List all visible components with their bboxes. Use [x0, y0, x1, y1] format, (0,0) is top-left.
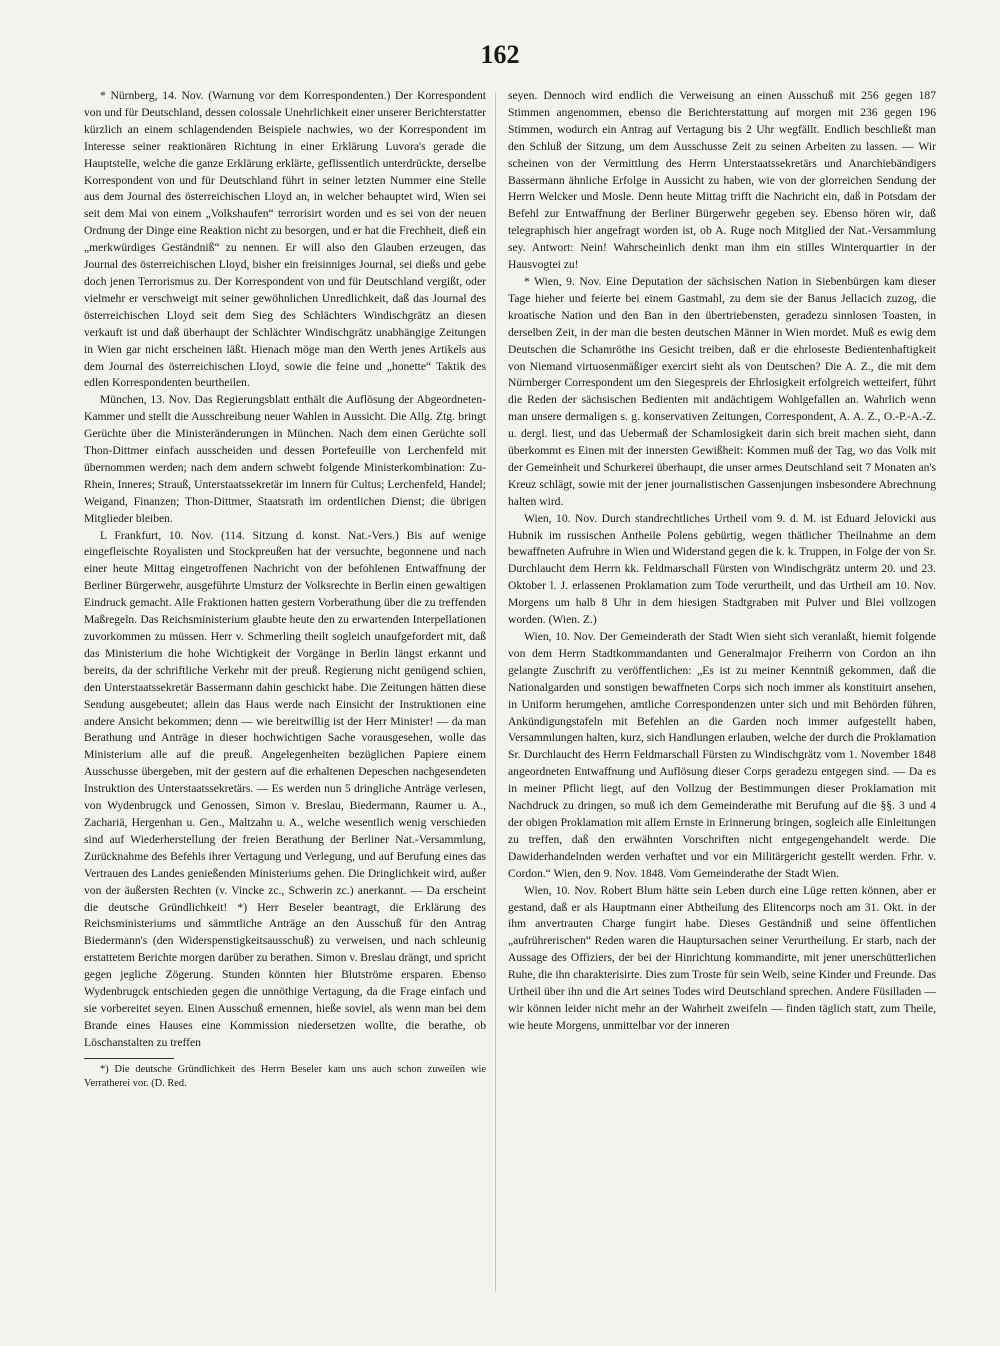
article-wien-9-nov: * Wien, 9. Nov. Eine Deputation der sächsischen Nation in Siebenbürgen kam dieser Tage hieher und feierte bei einem Gastmahl, zu dem sie der Banus Jellacich zuzog, die kroatische Nation und den Ban in den übertriebensten, geradezu sinnlosen Toasten, in derselben Zeit, in der man die besten deutschen Männer in Wien mordet. Muß es ewig dem Deutschen die Schamröthe ins Gesicht treiben, daß er die ehrloseste Bedientenhaftigkeit von Niemand virtuosenmäßiger exercirt sieht als von Deutschen? Die A. Z., die mit dem Nürnberger Correspondent um den Siegespreis der Ehrlosigkeit erfolgreich wetteifert, führt die Reden der sächsischen Bedienten mit andächtigem Wohlgefallen an. Wahrlich wenn man unsere dermaligen s. g. konservativen Zeitungen, Correspondent, A. A. Z., O.-P.-A.-Z. u. dergl. liest, und das Uebermaß der Schamlosigkeit darin sich breit machen sieht, dann überkommt es Einen mit der innersten Gewißheit: Kommen muß der Tag, wo das Volk mit der Gemeinheit und Schurkerei überhaupt, die unser armes Deutschland seit 7 Monaten an's Kreuz schlägt, sowie mit der jener journalistischen Gassenjungen insbesondere Abrechnung halten wird. [508, 274, 936, 508]
article-wien-10-nov-urtheil: Wien, 10. Nov. Durch standrechtliches Urtheil vom 9. d. M. ist Eduard Jelovicki aus Hubnik im russischen Antheile Polens gebürtig, wegen thätlicher Theilnahme an dem bewaffneten Aufruhre in Wien und Widerstand gegen die k. k. Truppen, in Folge der von Sr. Durchlaucht dem Herrn kk. Feldmarschall Fürsten von Windischgrätz unterm 20. und 23. Oktober l. J. erlassenen Proklamation zum Tode verurtheilt, und das Urtheil am 10. Nov. Morgens um halb 8 Uhr in dem hiesigen Stadtgraben mit Pulver und Blei vollzogen worden. (Wien. Z.) [508, 511, 936, 627]
article-frankfurt-continued: seyen. Dennoch wird endlich die Verweisung an einen Ausschuß mit 256 gegen 187 Stimmen angenommen, ebenso die Berichterstattung auf morgen mit 236 gegen 196 Stimmen, wodurch ein Antrag auf Vertagung bis 2 Uhr wegfällt. Endlich beschließt man den Schluß der Sitzung, um dem Ausschusse Zeit zu seinen Arbeiten zu lassen. — Wir scheinen von der Vermittlung des Herrn Unterstaatssekretärs und Anarchiebändigers Bassermann ähnliche Erfolge in Aussicht zu haben, wie von der glorreichen Sendung der Herrn Welcker und Mosle. Denn heute Mittag trifft die Nachricht ein, daß in Potsdam der Befehl zur Entwaffnung der Berliner Bürgerwehr gegeben sey. Ebenso hören wir, daß telegraphisch hier angefragt worden ist, ob A. Ruge noch Mitglied der Nat.-Versammlung sey. Antwort: Nein! Wahrscheinlich denkt man ihm ein stilles Winterquartier in der Hausvogtei zu! [508, 89, 936, 272]
article-muenchen: München, 13. Nov. Das Regierungsblatt enthält die Auflösung der Abgeordneten-Kammer und stellt die Ausschreibung neuer Wahlen in Aussicht. Die Allg. Ztg. bringt Gerüchte über die Ministeränderungen in München. Nach dem einen Gerüchte soll Thon-Dittmer einfach ausscheiden und dessen Portefeuille von Lerchenfeld mit übernommen werden; nach dem andern schwebt folgende Ministerkombination: Zu-Rhein, Inneres; Strauß, Unterstaatssekretär im Innern für Cultus; Lerchenfeld, Handel; Weigand, Finanzen; Thon-Dittmer, Staatsrath im ordentlichen Dienst; die übrigen Mitglieder bleiben. [84, 393, 486, 525]
footnote: *) Die deutsche Gründlichkeit des Herrn Beseler kam uns auch schon zuweilen wie Verratherei vor. (D. Red. [84, 1063, 486, 1090]
page-number: 162 [480, 40, 520, 69]
column-divider [495, 92, 496, 1292]
left-column [84, 88, 486, 1092]
article-wien-10-nov-blum: Wien, 10. Nov. Robert Blum hätte sein Leben durch eine Lüge retten können, aber er gestand, daß er als Hauptmann einer Abtheilung des Elitencorps noch am 31. Okt. in der ihm anvertrauten Charge fungirt habe. Dieses Geständniß und seine öffentlichen „aufrührerischen“ Reden waren die Hauptursachen seiner Verurtheilung. Er starb, nach der Aussage des Offiziers, der bei der Hinrichtung kommandirte, mit jener unerschütterlichen Ruhe, die ihn charakterisirte. Dies zum Troste für sein Weib, seine Kinder und Freunde. Das Urtheil über ihn und die Art seines Todes wird Deutschland sprechen. Andere Füsilladen — wir können leider nicht mehr an der Wahrheit zweifeln — finden täglich statt, zum Theile, wie heute Morgens, unmittelbar vor der inneren [508, 883, 936, 1032]
article-nuernberg: * Nürnberg, 14. Nov. (Warnung vor dem Korrespondenten.) Der Korrespondent von und für Deutschland, dessen colossale Unehrlichkeit einer unserer Berichterstatter kürzlich an einem schlagendenden Beispiele nachwies, wo der Korrespondent im Interesse seiner reaktionären Richtung in einer Erklärung Luvora's gerade die Hauptstelle, welche die ganze Erklärung erklärte, geflissentlich unterdrückte, derselbe Korrespondent von und für Deutschland führt in seiner letzten Nummer eine Stelle aus dem Journal des österreichischen Lloyd an, in welcher behauptet wird, Wien sei seit dem Mai von einem „Volkshaufen“ terrorisirt worden und es sei von der neuen Ordnung der Dinge eine Reaktion nicht zu besorgen, und er hat die Frechheit, dieß ein „merkwürdiges Geständniß“ zu nennen. Er will also den Glauben erzeugen, das Journal des österreichischen Lloyd, bisher ein freisinniges Journal, sei dießs und gebe doch jenen Terrorismus zu. Der Korrespondent von und für Deutschland vergißt, oder vielmehr er verschweigt mit seiner gewöhnlichen Unredlichkeit, daß das Journal des österreichischen Lloyd seit dem Sieg des Schlächters Windischgrätz an diesen verkauft ist und daß überhaupt der Schlächter Windischgrätz unabhängige Zeitungen in Wien gar nicht erscheinen läßt. Hienach möge man den Werth jenes Artikels aus dem Journal des österreichischen Lloyd, sowie die feine und „honette“ Taktik des edlen Korrespondenten beurtheilen. [84, 89, 486, 390]
right-column [508, 88, 936, 1035]
article-wien-10-nov-gemeinderath: Wien, 10. Nov. Der Gemeinderath der Stadt Wien sieht sich veranlaßt, hiemit folgende von dem Herrn Stadtkommandanten und Generalmajor Freiherrn von Cordon an ihn gelangte Zuschrift zu veröffentlichen: „Es ist zu meiner Kenntniß gekommen, daß die Nationalgarden und sonstigen bewaffneten Corps sich noch immer als konstituirt ansehen, in Uniform herumgehen, amtliche Correspondenzen unter sich und mit Behörden führen, Ankündigungstafeln mit Befehlen an die Garden noch immer aufgestellt haben, Versammlungen halten, kurz, sich Handlungen erlauben, welche der durch die Proklamation Sr. Durchlaucht des Herrn Feldmarschall Fürsten zu Windischgrätz vom 1. November 1848 angeordneten Entwaffnung und Auflösung dieser Corps geradezu entgegen sind. — Da es in meiner Pflicht liegt, auf den Vollzug der Bestimmungen dieser Proklamation mit Nachdruck zu dringen, so muß ich dem Gemeinderathe mit Berufung auf die §§. 3 und 4 der obigen Proklamation mit allem Ernste in Erinnerung bringen, sogleich alle Einleitungen zu treffen, daß den erwähnten Vorschriften nicht entgegengehandelt werde. Die Dawiderhandelnden werden verhaftet und vor ein Militärgericht gestellt werden. Frhr. v. Cordon.“ Wien, den 9. Nov. 1848. Vom Gemeinderathe der Stadt Wien. [508, 630, 936, 880]
article-frankfurt: L Frankfurt, 10. Nov. (114. Sitzung d. konst. Nat.-Vers.) Bis auf wenige eingefleischte Royalisten und Stockpreußen hat der versuchte, begonnene und nach einer heute Mittag eingetroffenen Nachricht von der befohlenen Entwaffnung der Berliner Bürgerwehr, ausgeführte Umsturz der Volksrechte in Berlin einen gewaltigen Eindruck gemacht. Alle Fraktionen hatten gestern Vorberathung über die zu treffenden Maßregeln. Das Reichsministerium glaubte heute den zu erwartenden Interpellationen zuvorkommen zu müssen. Herr v. Schmerling theilt sogleich unaufgefordert mit, daß das Ministerium die hohe Wichtigkeit der Vorgänge in Berlin längst erkannt und bereits, da der schriftliche Verkehr mit der preuß. Regierung nicht genügend schien, den Unterstaatssekretär Bassermann dahin geschickt habe. Die Zeitungen hätten diese Sendung ausgebeutet; allein das Haus werde nach Einsicht der Instruktionen eine andere Ansicht bekommen; denn — wie bereitwillig ist der Herr Minister! — da man Berathung und Anträge in dieser hochwichtigen Sache vorausgesehen, wolle das Ministerium alle auf die preuß. Angelegenheiten bezüglichen Papiere einem Ausschusse übergeben, mit der gestern auf die erhaltenen Depeschen nachgesendeten Instruktion des Unterstaatssekretärs. — Es werden nun 5 dringliche Anträge verlesen, von Wydenbrugck und Genossen, Simon v. Breslau, Biedermann, Raumer u. A., Zachariä, Hergenhan u. Gen., Maltzahn u. A., welche wesentlich wenig verschieden sind auf Wiederherstellung der freien Berathung der Berliner Nat.-Versammlung, Zurücknahme des Befehls ihrer Vertagung und Verlegung, und auf Berufung eines das Vertrauen des Landes genießenden Ministeriums gehen. Die Dringlichkeit wird, außer von der äußersten Rechten (v. Vincke zc., Schwerin zc.) anerkannt. — Da erscheint die deutsche Gründlichkeit! *) Herr Beseler beantragt, die Erklärung des Reichsministeriums und sämmtliche Anträge an den Ausschuß für den Antrag Biedermann's (den Widerspenstigkeitsausschuß) zu verweisen, und nach schleunig erstattetem Berichte morgen darüber zu berathen. Simon v. Breslau drängt, und spricht gegen jegliche Zögerung. Stunden könnten hier Blutströme ersparen. Ebenso Wydenbrugck entschieden gegen die unnöthige Vertagung, da die Frage einfach und sie vorbereitet seyen. Einen Ausschuß ernennen, hieße soviel, als wenn man bei dem Brande eines Hauses eine Kommission niedersetzen wollte, die berathe, ob Löschanstalten zu treffen [84, 528, 486, 1049]
footnote-rule [84, 1058, 174, 1059]
